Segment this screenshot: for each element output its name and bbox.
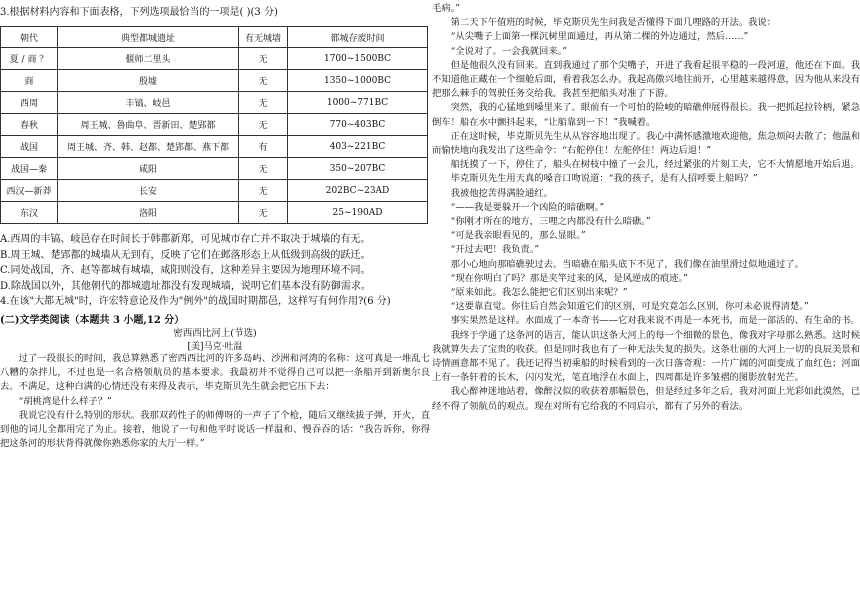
table-row <box>1 202 428 224</box>
section-heading: (二)文学类阅读（本题共 3 小题,12 分） <box>0 315 185 326</box>
option-line: A.西周的丰镐、岐邑存在时间长于韩都新郑，可见城市存亡并不取决于城墙的有无。 <box>0 234 371 245</box>
option-line: 4.在该"大都无城"时，许宏特意论及作为"例外"的战国时期都邑，这样写有何作用?(6 分) <box>0 296 391 307</box>
table-cell: 周王城、齐、韩、赵都、楚郢都、燕下都 <box>58 136 239 158</box>
option-line: D.除战国以外，其他朝代的都城遗址都没有发现城墙，说明它们基本没有防御需求。 <box>0 280 371 292</box>
table-cell: 商 <box>1 70 58 92</box>
article-paragraph: 第二天下午值班的时候，毕克斯贝先生问我是否懂得下面几哩路的开法。我说： <box>450 17 776 29</box>
question-options <box>0 232 430 310</box>
article-paragraph: 但是他很久没有回来。直到我通过了那个尖嘴子，开进了我看起很平稳的一段河道，他还在下面。我不知道他正藏在一个细舱后面，看着我怎么办。我起高傲兴地往前开，心里越来越得意，因为他从来没有把那么棘手的驾驶任务交给我。我甚至把船头对准了下游。 <box>432 59 860 100</box>
article-paragraph: “可是我亲眼看见的，那么显眼。” <box>450 230 586 242</box>
article-author: [美]马克·吐温 <box>187 342 243 352</box>
table-cell: 东汉 <box>1 202 58 224</box>
table-cell: 西周 <box>1 92 58 114</box>
article-paragraph: “胡桃湾是什么样子？” <box>18 395 112 407</box>
left-article-text <box>0 352 430 451</box>
table-cell: 1350~1000BC <box>288 70 428 92</box>
option-line: C.同处战国，齐、赵等都城有城墙，咸阳则没有，这种差异主要因为地理环境不同。 <box>0 265 371 276</box>
table-cell: 周王城、鲁曲阜、晋新田、楚郢都 <box>58 114 239 136</box>
table-cell: 咸阳 <box>58 158 239 180</box>
table-cell: 战国—秦 <box>1 158 58 180</box>
table-cell: 西汉—新莽 <box>1 180 58 202</box>
right-article-text <box>432 2 860 414</box>
table-row <box>1 114 428 136</box>
table-cell: 25~190AD <box>288 202 428 224</box>
table-row <box>1 180 428 202</box>
table-header-cell: 典型都城遗址 <box>58 27 239 48</box>
table-cell: 丰镐、岐邑 <box>58 92 239 114</box>
table-cell: 无 <box>239 180 288 202</box>
article-paragraph: 我说它没有什么特别的形状。我那双药性子的师傅呀的一声子了个枪，随后又继续拔子弹，开火，直到他的词儿全都用完了为止。接着，他说了一句和他平时说话一样温和、慢吞吞的话：“我告诉你，你得把这条河的形状背得就像你熟悉你家的大厅一样。” <box>0 409 430 450</box>
table-cell: 202BC~23AD <box>288 180 428 202</box>
table-cell: 殷墟 <box>58 70 239 92</box>
article-paragraph: 我心醉神迷地站着，像醉汉似的收获着那幅景色，但是经过多年之后，我对河面上光彩如此漠然，已经不得了领航员的观点。现在对所有它给我的不同启示，都有了另外的看法。 <box>432 386 860 412</box>
article-paragraph: 那小心地向那暗礁驶过去。当暗礁在船头底下不见了，我们像在油里滑过似地通过了。 <box>450 258 804 270</box>
table-cell: 长安 <box>58 180 239 202</box>
article-paragraph: 毕克斯贝先生用天真的嗓音口吻说道：“我的孩子，是有人招呼要上船吗？” <box>450 173 758 185</box>
table-cell: 770~403BC <box>288 114 428 136</box>
table-row <box>1 136 428 158</box>
table-cell: 无 <box>239 114 288 136</box>
table-cell: 无 <box>239 158 288 180</box>
table-cell: 无 <box>239 202 288 224</box>
article-paragraph: “你刚才所在的地方，三哩之内都没有什么暗礁。” <box>450 216 651 228</box>
article-paragraph: 我终于学通了这条河的语言，能认识这条大河上的每一个细微的景色，像我对字母那么熟悉。这时候我就算失去了宝贵的收获。但是同时我也有了一种无法失复的损失。这条壮丽的大河上一切的良辰美景和诗情画意都不见了。我还记得当初乘船的时候看到的一次日落奇观：一片广阔的河面变成了血红色；河面上有一条轩着的长木，闪闪发光，笔直地浮在水面上，四周都是许多皱褶的图影放射光芒。 <box>432 329 860 384</box>
table-cell: 1000~771BC <box>288 92 428 114</box>
article-paragraph: “全说对了。一会我就回来。” <box>450 45 568 57</box>
article-paragraph: 毛病。” <box>432 3 460 14</box>
table-header-cell: 都城存废时间 <box>288 27 428 48</box>
question-3-stem: 3.根据材料内容和下面表格，下列选项最恰当的一项是( )(3 分) <box>0 7 278 18</box>
article-paragraph: “这要靠直觉。你往后自然会知道它们的区别，可是究竟怎么区别，你可未必说得清楚。” <box>450 301 809 313</box>
article-paragraph: 突然，我的心猛地到嗓里来了。眼前有一个可怕的险峻的暗礁伸展得很长。我一把抓起拉铃柄，紧急倒车！船在水中颤抖起来，“让船靠到一下！”我喊着。 <box>432 102 860 128</box>
table-header-cell: 朝代 <box>1 27 58 48</box>
article-paragraph: 我被他挖苦得满脸通红。 <box>450 187 553 199</box>
table-cell: 有 <box>239 136 288 158</box>
article-paragraph: 事实果然是这样。水面成了一本奇书——它对我来说不再是一本死书，而是一部活的、有生命的书。 <box>450 315 860 327</box>
table-row <box>1 70 428 92</box>
table-body <box>1 48 428 224</box>
table-cell: 无 <box>239 70 288 92</box>
table-cell: 战国 <box>1 136 58 158</box>
table-cell: 洛阳 <box>58 202 239 224</box>
table-cell: 春秋 <box>1 114 58 136</box>
article-paragraph: 过了一段很长的时间，我总算熟悉了密西西比河的许多岛屿、沙洲和河湾的名称：这可真是一堆乱七八糟的杂拌儿，不过也是一名合格领航员的基本要求。我最初并不觉得自己可以把一条船开到新奥尔良去。不满足，这种白满的心情还没有来得及表示，毕克斯贝先生就会把它压下去： <box>0 353 430 393</box>
table-cell: 夏 / 商 ？ <box>1 48 58 70</box>
article-title: 密西西比河上(节选) <box>173 328 257 339</box>
article-paragraph: 船抚摸了一下，停住了，船头在树枝中撞了一会儿，经过紧张的片刻工夫，它不大情愿地开始后退。 <box>450 159 860 171</box>
table-cell: 1700~1500BC <box>288 48 428 70</box>
table-cell: 无 <box>239 48 288 70</box>
article-paragraph: “现在你明白了吗？那是夹竿过来的风，是风逆成的痕迹。” <box>450 272 688 284</box>
table-cell: 偃师二里头 <box>58 48 239 70</box>
table-row <box>1 48 428 70</box>
table-header-row <box>1 27 428 48</box>
table-row <box>1 92 428 114</box>
table-cell: 无 <box>239 92 288 114</box>
article-paragraph: “原来如此。我怎么能把它们区别出来呢？” <box>450 287 628 299</box>
table-header-cell: 有无城墙 <box>239 27 288 48</box>
article-paragraph: “从尖嘴子上面第一棵沉树里面通过，再从第二棵的外边通过，然后……” <box>450 31 749 43</box>
article-paragraph: “开过去吧！我负责。” <box>450 244 540 256</box>
option-line: B.周王城、楚郢都的城墙从无到有，反映了它们在邺落形态上从低级到高级的跃迁。 <box>0 249 371 261</box>
article-paragraph: 正在这时候，毕克斯贝先生从从容容地出现了。我心中满怀感激地欢迎他，焦急烦闷去散了；他温和而愉快地向我发出了这些命令：“右舵停住！左舵停住！两边后退！” <box>432 130 860 157</box>
article-paragraph: “——我是要躲开一个凶险的暗礁啊。” <box>450 201 605 213</box>
table-cell: 350~207BC <box>288 158 428 180</box>
table-cell: 403~221BC <box>288 136 428 158</box>
table-row <box>1 158 428 180</box>
dynasty-table <box>0 26 428 224</box>
